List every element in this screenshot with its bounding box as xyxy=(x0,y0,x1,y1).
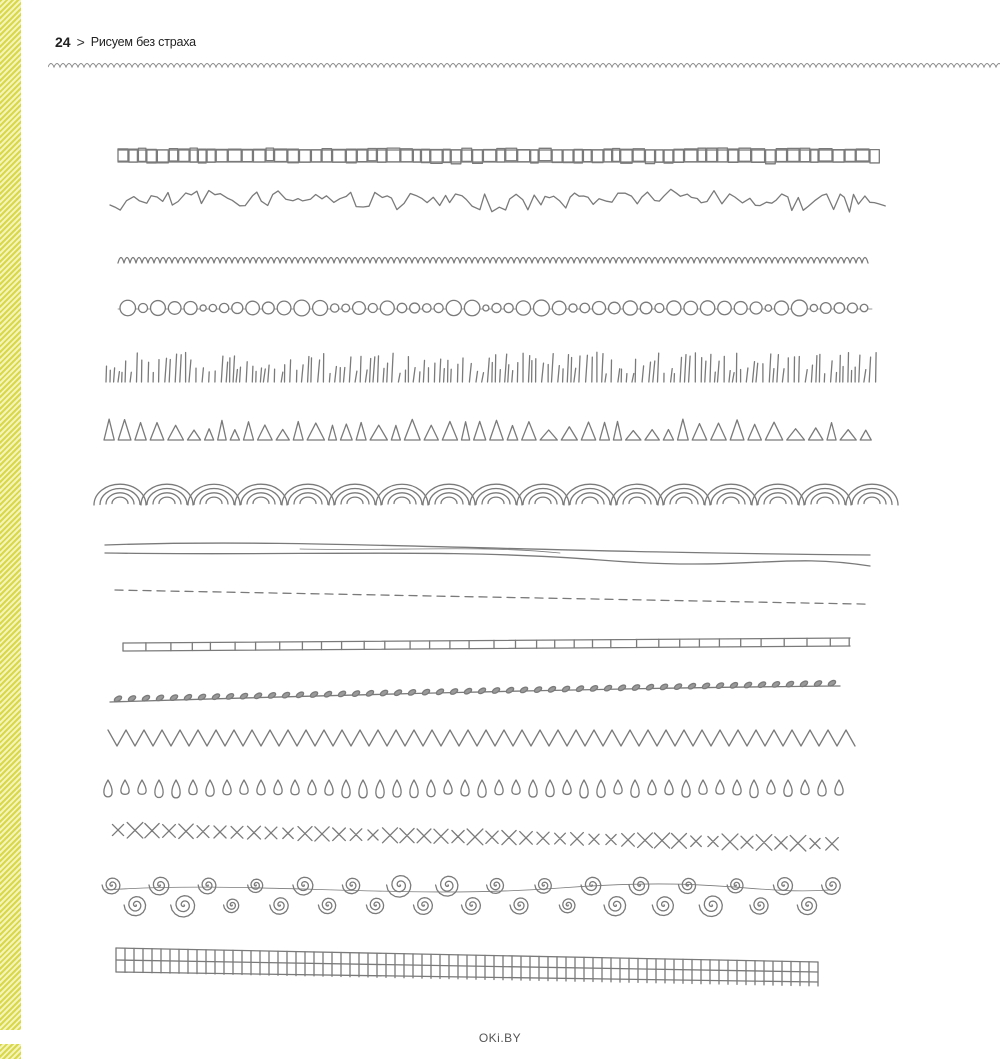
brick-strip-row xyxy=(123,638,850,651)
grass-strokes-row xyxy=(106,352,876,382)
page-number: 24 xyxy=(55,34,71,50)
square-chain-row xyxy=(118,148,879,164)
watermark: OKi.BY xyxy=(478,1031,522,1045)
page-edge-strip-bottom xyxy=(0,1044,21,1059)
zigzag-row xyxy=(108,730,855,746)
bead-circles-row xyxy=(118,300,872,316)
cross-stitch-row xyxy=(112,823,838,852)
wavy-double-line-row xyxy=(105,543,870,566)
dashed-line-row xyxy=(115,590,865,604)
doodle-border-illustration xyxy=(0,120,1000,1000)
triangles-row xyxy=(104,419,871,440)
page-header xyxy=(55,32,196,52)
nested-arches-row xyxy=(94,484,898,505)
header-scallop-border xyxy=(48,58,1000,72)
grid-band-row xyxy=(116,948,818,986)
jagged-zigzag-row xyxy=(110,189,885,212)
leaf-vine-row xyxy=(110,679,840,702)
book-title: Рисуем без страха xyxy=(90,35,196,49)
header-separator-icon: > xyxy=(76,34,85,50)
spirals-row xyxy=(102,876,840,917)
tiny-scallops-row xyxy=(118,258,868,264)
teardrops-row xyxy=(104,780,843,798)
